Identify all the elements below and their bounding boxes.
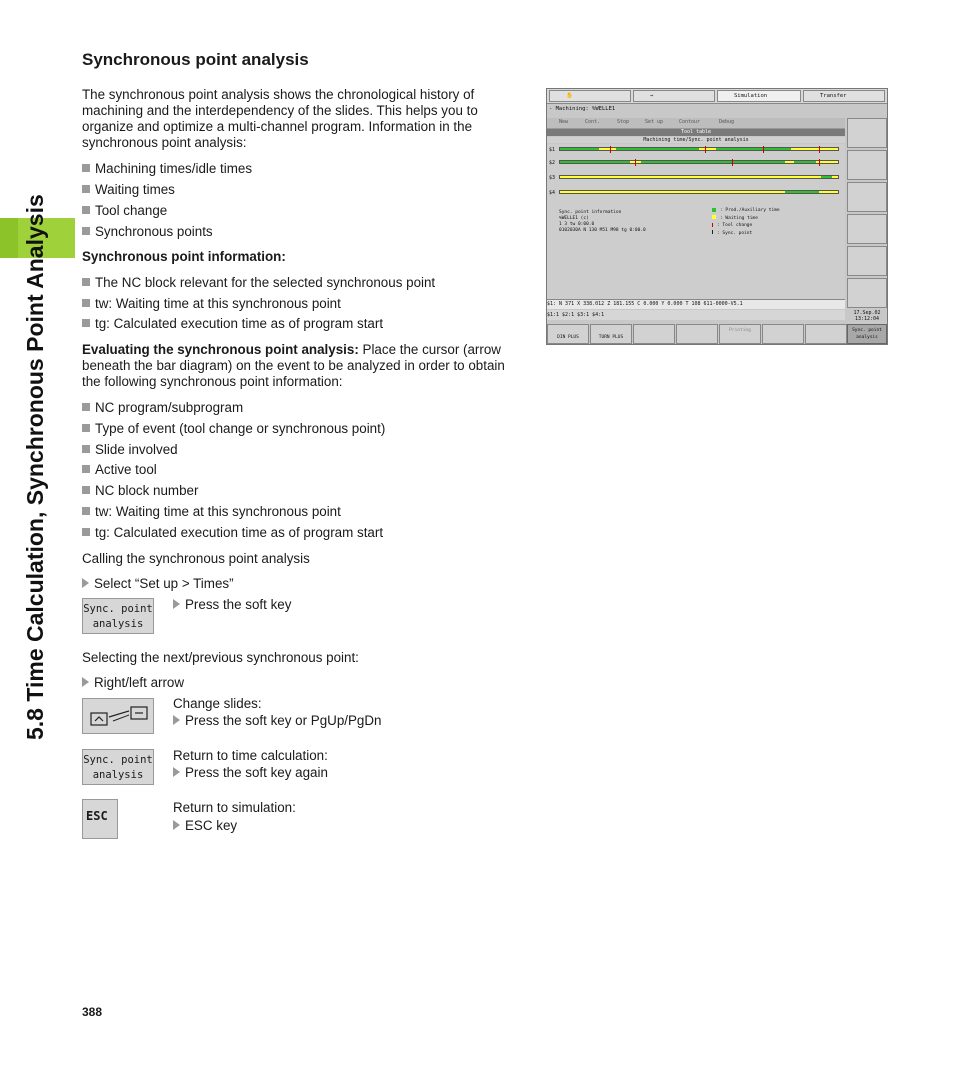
printing-softkey[interactable]: Printing: [719, 324, 761, 344]
machining-line: - Machining: %WELLE1: [549, 106, 616, 112]
slide-bar: [559, 147, 839, 151]
din-plus-softkey[interactable]: DIN PLUS: [547, 324, 589, 344]
program-icon: ⇒: [650, 93, 654, 99]
return-sim-label: Return to simulation:: [173, 800, 296, 815]
chapter-side-title: 5.8 Time Calculation, Synchronous Point Analysis: [22, 194, 48, 740]
vertical-softkey[interactable]: [847, 278, 887, 308]
slide-bar: [559, 190, 839, 194]
list-item: Active tool: [82, 462, 157, 478]
change-slides-label: Change slides:: [173, 696, 262, 711]
step-item: Select “Set up > Times”: [82, 576, 234, 592]
slide-label: $1: [549, 147, 556, 153]
list-item: tw: Waiting time at this synchronous point: [82, 296, 341, 312]
position-status-line: $1: N 371 X 338.012 Z 181.155 C 0.000 Y 0.000 T 108 611-0000-V5.1: [547, 299, 845, 309]
mode-tab-row: [547, 89, 887, 104]
step-item: ESC key: [173, 818, 237, 834]
horizontal-softkey[interactable]: [762, 324, 804, 344]
slide-bar: [559, 160, 839, 164]
tab-program[interactable]: [633, 90, 715, 102]
hand-icon: ✋: [566, 93, 573, 99]
toolbar-setup[interactable]: Set up: [645, 119, 664, 125]
tab-manual[interactable]: [549, 90, 631, 102]
list-item: The NC block relevant for the selected synchronous point: [82, 275, 435, 291]
tab-transfer[interactable]: Transfer: [803, 90, 885, 102]
list-item: tg: Calculated execution time as of program start: [82, 525, 383, 541]
list-item: tw: Waiting time at this synchronous point: [82, 504, 341, 520]
horizontal-softkey[interactable]: [805, 324, 847, 344]
step-item: Press the soft key again: [173, 765, 328, 781]
slide-label: $4: [549, 190, 556, 196]
vertical-softkey[interactable]: [847, 118, 887, 148]
slide-bar: [559, 175, 839, 179]
section-heading: Synchronous point analysis: [82, 50, 309, 69]
toolbar-contour[interactable]: Contour: [679, 119, 701, 125]
sync-point-analysis-softkey[interactable]: Sync. point analysis: [82, 598, 154, 634]
step-item: Press the soft key: [173, 597, 291, 613]
change-slides-softkey[interactable]: [82, 698, 154, 734]
analysis-subtitle: Machining time/Sync. point analysis: [547, 137, 845, 143]
vertical-softkey[interactable]: [847, 182, 887, 212]
datetime: 17.Sep.02 13:12:04: [853, 310, 881, 322]
list-item: Waiting times: [82, 182, 175, 198]
sync-point-diagram: [547, 144, 845, 299]
calling-text: Calling the synchronous point analysis: [82, 551, 310, 566]
step-item: Right/left arrow: [82, 675, 184, 691]
list-item: Tool change: [82, 203, 167, 219]
sp-info-heading: Synchronous point information:: [82, 249, 286, 264]
tool-table-title: Tool table: [547, 129, 845, 136]
toolbar-debug[interactable]: Debug: [719, 119, 735, 125]
page-number: 388: [82, 1005, 103, 1019]
sync-point-analysis-softkey[interactable]: Sync. point analysis: [82, 749, 154, 785]
channel-status-line: $1:1 $2:1 $3:1 $4:1: [547, 310, 845, 320]
list-item: NC block number: [82, 483, 198, 499]
list-item: tg: Calculated execution time as of program start: [82, 316, 383, 332]
list-item: Machining times/idle times: [82, 161, 252, 177]
step-item: Press the soft key or PgUp/PgDn: [173, 713, 382, 729]
turn-plus-softkey[interactable]: TURN PLUS: [590, 324, 632, 344]
slide-label: $3: [549, 175, 556, 181]
change-slides-icon: [83, 699, 155, 735]
intro-paragraph: The synchronous point analysis shows the chronological history of machining and the interdependency of the slides. This helps you to organize and optimize a multi-channel program. Information in the synchronous point analysis:: [82, 87, 478, 150]
vertical-softkey[interactable]: [847, 214, 887, 244]
list-item: NC program/subprogram: [82, 400, 243, 416]
evaluating-paragraph: Evaluating the synchronous point analysis: Place the cursor (arrow beneath the bar diagram) on the event to be analyzed in order to obtain the following synchronous point information:: [82, 342, 505, 389]
sim-toolbar: [547, 118, 845, 129]
change-slides-softkey[interactable]: [633, 324, 675, 344]
return-time-label: Return to time calculation:: [173, 748, 328, 763]
toolbar-cont[interactable]: Cont.: [585, 119, 601, 125]
list-item: Slide involved: [82, 442, 178, 458]
sync-point-info: Sync. point information %WELLE1 (c) 1 3 tw 0:00.0 0102030A N 130 M51 M98 tg 0:00.0: [559, 210, 646, 233]
vertical-softkey[interactable]: [847, 246, 887, 276]
control-screenshot: [546, 88, 888, 345]
list-item: Synchronous points: [82, 224, 213, 240]
tab-simulation[interactable]: Simulation: [717, 90, 801, 102]
list-item: Type of event (tool change or synchronous point): [82, 421, 385, 437]
vertical-softkey[interactable]: [847, 150, 887, 180]
toolbar-new[interactable]: New: [559, 119, 569, 125]
selecting-text: Selecting the next/previous synchronous point:: [82, 650, 359, 665]
sync-point-analysis-softkey[interactable]: Sync. point analysis: [847, 324, 887, 344]
slide-label: $2: [549, 160, 556, 166]
diagram-legend: : Prod./Auxiliary time : Waiting time : Tool change : Sync. point: [712, 207, 780, 237]
toolbar-stop[interactable]: Stop: [617, 119, 630, 125]
esc-key[interactable]: ESC: [82, 799, 118, 839]
horizontal-softkey[interactable]: [676, 324, 718, 344]
